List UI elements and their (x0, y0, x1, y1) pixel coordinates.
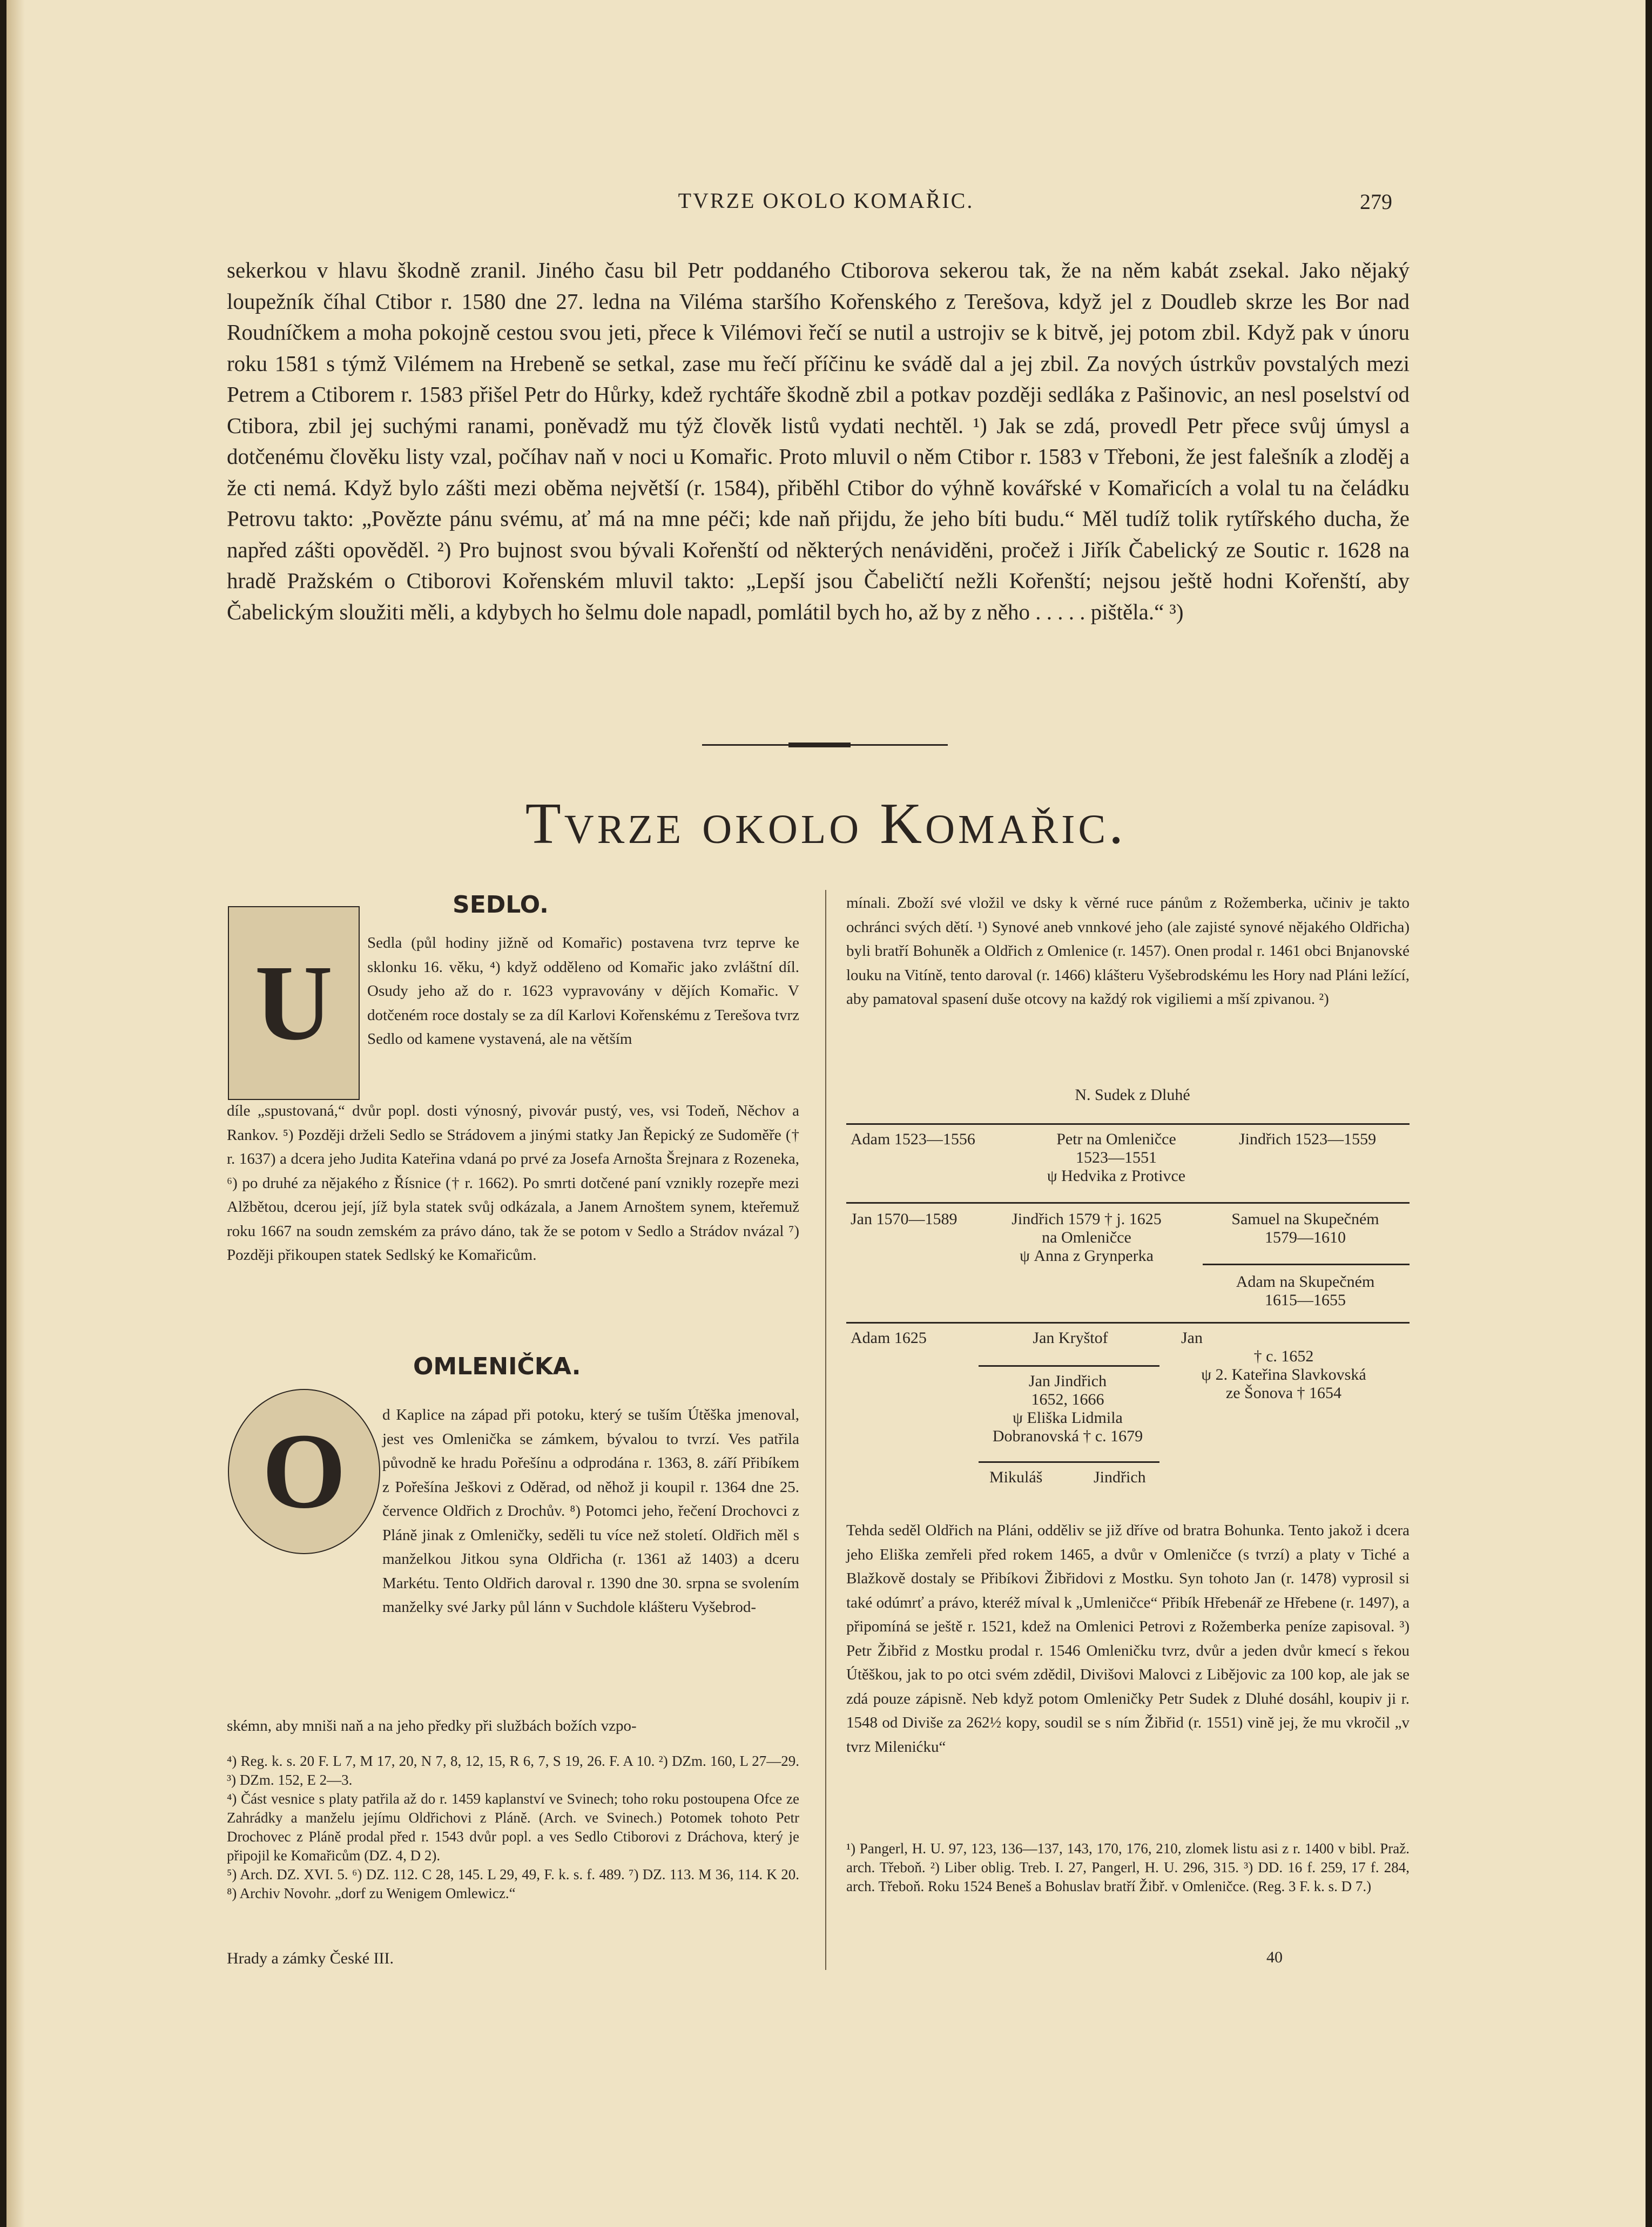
genealogy-tree (846, 1085, 1410, 1517)
tree-node: 1523—1551 (1076, 1149, 1157, 1166)
tree-node: ψ Eliška Lidmila (1013, 1409, 1123, 1427)
footnote: ¹) Pangerl, H. U. 97, 123, 136—137, 143, 170, 176, 210, zlomek listu asi z r. 1400 v bibl. Praž. arch. Třeboň. ²) Liber oblig. Treb. I. 27, Pangerl, H. U. 296, 315. ³) DD. 16 f. 259, 17 f. 284, arch. Třeboň. Roku 1524 Beneš a Bohuslav bratří Žibř. v Omleničce. (Reg. 3 F. k. s. D 7.) (846, 1840, 1410, 1894)
tree-node: ze Šonova † 1654 (1225, 1384, 1342, 1402)
omlenicka-continued: mínali. Zboží své vložil ve dsky k věrné ruce pánům z Rožemberka, učiniv je takto ochránci svých dětí. ¹) Synové aneb vnnkové jeho (ale zajisté synové nějakého Oldřicha) byli bratří Bohuněk a Oldřich z Omlenice (r. 1457). Onen prodal r. 1461 obci Bnjanovské louku na Vitíně, tento daroval (r. 1466) klášteru Vyšebrodskému les Hory nad Pláni ležící, aby pamatoval spasení duše otcovy na každý rok vigiliemi a mší zpivanou. ²) (846, 894, 1410, 1008)
page-gutter (6, 0, 25, 2227)
tree-node: Jindřich 1579 † j. 1625 (1012, 1210, 1162, 1228)
running-title: TVRZE OKOLO KOMAŘIC. (678, 188, 974, 213)
tree-node: ψ Hedvika z Protivce (1047, 1167, 1186, 1185)
tree-root: N. Sudek z Dluhé (1075, 1086, 1190, 1104)
tree-node: 1615—1655 (1265, 1291, 1346, 1309)
footnote: ⁵) Arch. DZ. XVI. 5. ⁶) DZ. 112. C 28, 145. L 29, 49, F. k. s. f. 489. ⁷) DZ. 113. M 36, 114. K 20. ⁸) Archiv Novohr. „dorf zu Wenigem Omlewicz.“ (227, 1866, 799, 1901)
footer-book-title: Hrady a zámky České III. (227, 1949, 394, 1967)
previous-section-text: sekerkou v hlavu škodně zranil. Jiného času bil Petr poddaného Ctiborova sekerou tak, že na něm kabát zsekal. Jako nějaký loupežník číhal Ctibor r. 1580 dne 27. ledna na Viléma staršího Kořenského z Terešova, když jel z Doudleb skrze les Bor nad Roudníčkem a moha pokojně cestou svou jeti, přece k Vilémovi řečí se nutil a ustrojiv se k bitvě, jej potom zbil. Když pak v únoru roku 1581 s týmž Vilémem na Hrebeně se setkal, zase mu řečí příčinu ke svádě dal a jej zbil. Za nových ústrkův povstalých mezi Petrem a Ctiborem r. 1583 přišel Petr do Hůrky, kdež rychtáře škodně zbil a potkav později sedláka z Pašinovic, an nesl poselství od Ctibora, zbil jej suchými ranami, poněvadž mu týž člověk listů vydati nechtěl. ¹) Jak se zdá, provedl Petr přece svůj úmysl a dotčenému člověku listy vzal, počíhav naň v noci u Komařic. Proto mluvil o něm Ctibor r. 1583 v Třeboni, že jest falešník a zloděj a že cti nemá. Když bylo zášti mezi oběma největší (r. 1584), přiběhl Ctibor do výhně kovářské v Komařicích a volal tu na čeládku Petrovu takto: „Povězte pánu svému, ať má na mne péči; kde naň přijdu, že jeho bíti budu.“ Měl tudíž tolik rytířského ducha, že napřed zášti opověděl. ²) Pro bujnost svou bývali Kořenští od některých nenáviděni, pročež i Jiřík Čabelický ze Soutic r. 1628 na hradě Pražském o Ctiborovi Kořenském mluvil takto: „Lepší jsou Čabeličtí nežli Kořenští; nejsou ještě hodni Kořenští, aby Čabelickým sloužiti měli, a kdybych ho šelmu dole napadl, pomlátil bych ho, až by z něho . . . . . pištěla.“ ³) (227, 258, 1410, 624)
tree-node: Jan 1570—1589 (851, 1210, 958, 1228)
omlenicka-history: Tehda seděl Oldřich na Pláni, odděliv se již dříve od bratra Bohunka. Tento jakož i dcera jeho Eliška zemřeli před rokem 1465, a dvůr v Omleničce (s tvrzí) a platy v Tiché a Blažkově dostaly se Přibíkovi Žibřidovi z Mostku. Syn tohoto Jan (r. 1478) vyprosil si také odúmrť a právo, kteréž míval k „Umleničce“ Přibík Hřebenář ze Hřebene (r. 1497), a připomíná se ještě r. 1521, kdež na Omlenici Petrovi z Rožemberka peníze zapisoval. ³) Petr Žibřid z Mostku prodal r. 1546 Omleničku tvrz, dvůr a jeden dvůr kmecí s řekou Útěškou, jak to po otci svém zdědil, Divišovi Malovci z Liběјovic za 100 kop, ale jak se zdá pouze zápisně. Neb když potom Omleničky Petr Sudek z Dluhé dosáhl, koupiv ji r. 1548 od Diviše za 262½ kopy, soudil se s ním Žibřid (r. 1551) vině jej, že mu vkročil „v tvrz Milenićku“ (846, 1522, 1410, 1756)
drop-cap-letter: U (254, 943, 333, 1063)
tree-node: Dobranovská † c. 1679 (992, 1427, 1143, 1445)
tree-node: Jindřich 1523—1559 (1239, 1130, 1377, 1148)
tree-node: ψ Anna z Grynperka (1020, 1247, 1154, 1265)
tree-line (846, 1123, 1410, 1125)
tree-node: Jan Kryštof (1033, 1329, 1108, 1347)
tree-line (846, 1202, 1410, 1204)
tree-node: Samuel na Skupečném (1231, 1210, 1379, 1228)
tree-node: Jan (1181, 1329, 1203, 1347)
footnote: ⁴) Reg. k. s. 20 F. L 7, M 17, 20, N 7, 8, 12, 15, R 6, 7, S 19, 26. F. A 10. ²) DZm. 160, L 27—29. ³) DZm. 152, E 2—3. (227, 1753, 799, 1788)
heading-omlenicka: OMLENIČKA. (413, 1353, 581, 1380)
tree-node: ψ 2. Kateřina Slavkovská (1201, 1366, 1366, 1384)
footnotes-left (227, 1752, 799, 1903)
tree-node: Petr na Omleničce (1056, 1130, 1176, 1148)
tree-node: Adam 1523—1556 (851, 1130, 975, 1148)
tree-node: Adam 1625 (851, 1329, 927, 1347)
footnote: ⁴) Část vesnice s platy patřila až do r. 1459 kaplanství ve Svinech; toho roku postoupena Ofce ze Zahrádky a manželu jejímu Oldřichovi z Pláně. (Arch. ve Svinech.) Potomek tohoto Petr Drochovec z Pláně prodal před r. 1543 dvůr popl. a ves Sedlo Ctiborovi z Dráchova, který je připojil ke Komařicům (DZ. 4, D 2). (227, 1791, 799, 1864)
tree-line (979, 1365, 1159, 1367)
chapter-title: Tvrze okolo Komařic. (525, 792, 1127, 856)
drop-cap-o (228, 1389, 380, 1554)
footnotes-right (846, 1839, 1410, 1896)
heading-sedlo: SEDLO. (453, 891, 549, 919)
page-number: 279 (1360, 190, 1392, 214)
drop-cap-letter: O (262, 1412, 346, 1531)
column-divider (825, 890, 826, 1970)
tree-node: Jan Jindřich (1028, 1372, 1107, 1390)
tree-node: Mikuláš (989, 1468, 1043, 1486)
tree-node: 1652, 1666 (1031, 1391, 1104, 1408)
omlenicka-intro: d Kaplice na západ při potoku, který se tuším Útěška jmenoval, jest ves Omlenička se zámkem, bývalou to tvrzí. Ves patřila původně ke hradu Pořešínu a odprodána r. 1363, 8. září Přibíkem z Pořešína Ješkovi z Oděrad, od něhož ji koupil r. 1364 dne 25. července Oldřich z Drochův. ⁸) Potomci jeho, řečení Drochovci z Pláně jinak z Omleničky, seděli tu více než století. Oldřich měl s manželkou Jitkou syna Oldřicha (r. 1361 až 1403) a dceru Markétu. Tento Oldřich daroval r. 1390 dne 30. srpna se svolením manželky své Jarky půl lánn v Suchdole klášteru Vyšebrod- (382, 1406, 799, 1616)
omlenicka-body: skémn, aby mniši naň a na jeho předky při službách božích vzpo- (227, 1717, 637, 1735)
tree-node: Jindřich (1094, 1468, 1146, 1486)
tree-line (979, 1461, 1159, 1463)
sedlo-body: díle „spustovaná,“ dvůr popl. dosti výnosný, pivovár pustý, ves, vsi Todeň, Něchov a Rankov. ⁵) Později drželi Sedlo se Strádovem a jinými statky Jan Řepický ze Sudoměře († r. 1637) a dcera jeho Judita Kateřina vdaná po prvé za Josefa Arnošta Šrejnara z Rozeneka, ⁶) po druhé za nějakého z Řísnice († r. 1662). Po smrti dotčené paní vznikly rozepře mezi Alžbětou, dcerou její, jíž byla statek svůj odkázala, a Janem Arnoštem synem, kteřemuž roku 1667 na soudn zemském za právo dáno, tak že se potom v Sedlo a Strádov nvázal ⁷) Později přikoupen statek Sedlský ke Komařicům. (227, 1102, 799, 1264)
sedlo-intro: Sedla (půl hodiny jižně od Komařic) postavena tvrz teprve ke sklonku 16. věku, ⁴) když odděleno od Komařic jako zvláštní díl. Osudy jeho až do r. 1623 vypravovány v dějích Komařic. V dotčeném roce dostaly se za díl Karlovi Kořenskému z Terešova tvrz Sedlo od kamene vystavená, ale na větším (367, 934, 799, 1048)
drop-cap-u (228, 906, 360, 1100)
tree-node: † c. 1652 (1253, 1347, 1314, 1365)
tree-node: Adam na Skupečném (1236, 1273, 1375, 1291)
tree-node: 1579—1610 (1265, 1229, 1346, 1246)
tree-line (1203, 1264, 1410, 1265)
footer-sheet-number: 40 (1266, 1948, 1283, 1966)
tree-line (846, 1322, 1410, 1324)
section-divider-ornament (788, 743, 851, 747)
tree-node: na Omleničce (1042, 1229, 1131, 1246)
